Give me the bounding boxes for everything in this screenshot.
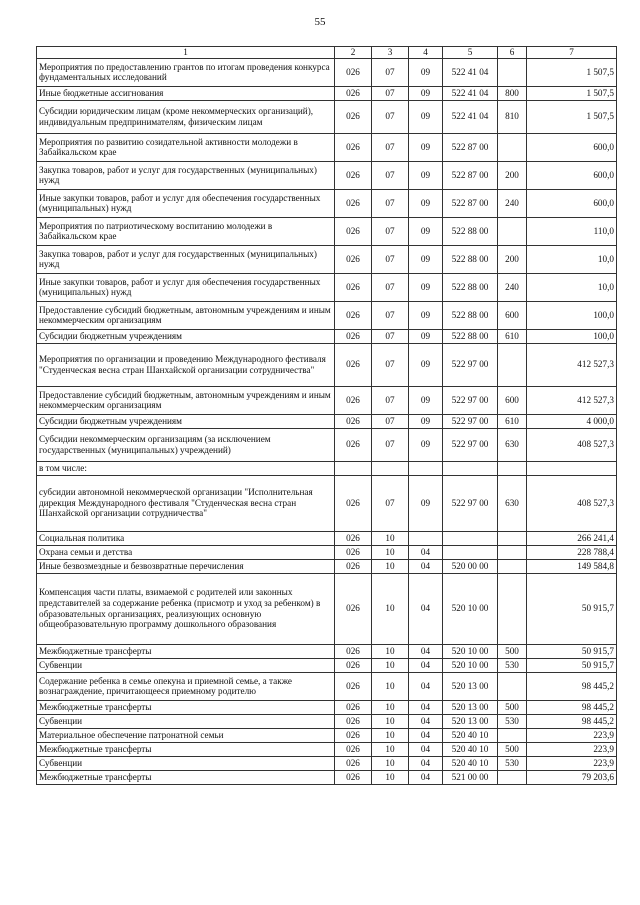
cell-pr: 04 xyxy=(409,742,443,756)
table-row xyxy=(37,86,617,100)
table-row xyxy=(37,770,617,784)
table-row xyxy=(37,728,617,742)
table-row xyxy=(37,273,617,301)
cell-csr: 520 40 10 xyxy=(443,728,498,742)
cell-sum: 1 507,5 xyxy=(527,100,617,133)
cell-pr: 09 xyxy=(409,273,443,301)
cell-vr: 630 xyxy=(498,428,527,461)
cell-vr: 530 xyxy=(498,714,527,728)
page-number: 55 xyxy=(314,16,326,28)
cell-ved: 026 xyxy=(335,644,372,658)
cell-pr: 09 xyxy=(409,428,443,461)
cell-pr: 04 xyxy=(409,700,443,714)
cell-sum xyxy=(527,461,617,475)
budget-table xyxy=(36,46,617,785)
cell-rz: 07 xyxy=(372,301,409,329)
cell-sum: 50 915,7 xyxy=(527,573,617,644)
table-row xyxy=(37,475,617,531)
cell-rz: 07 xyxy=(372,161,409,189)
cell-pr: 09 xyxy=(409,189,443,217)
cell-sum: 10,0 xyxy=(527,245,617,273)
cell-rz: 07 xyxy=(372,329,409,343)
cell-rz: 10 xyxy=(372,545,409,559)
cell-ved: 026 xyxy=(335,329,372,343)
cell-csr: 520 10 00 xyxy=(443,644,498,658)
cell-rz: 07 xyxy=(372,245,409,273)
table-row xyxy=(37,742,617,756)
cell-rz: 07 xyxy=(372,58,409,86)
table-row xyxy=(37,133,617,161)
cell-ved: 026 xyxy=(335,559,372,573)
cell-csr: 520 00 00 xyxy=(443,559,498,573)
table-row xyxy=(37,414,617,428)
cell-sum: 149 584,8 xyxy=(527,559,617,573)
table-row xyxy=(37,644,617,658)
cell-rz: 10 xyxy=(372,728,409,742)
header-cell: 2 xyxy=(335,47,372,59)
cell-rz: 10 xyxy=(372,770,409,784)
cell-csr: 521 00 00 xyxy=(443,770,498,784)
cell-rz: 07 xyxy=(372,475,409,531)
cell-ved: 026 xyxy=(335,273,372,301)
cell-name: Иные закупки товаров, работ и услуг для обеспечения государственных (муниципальных) нужд xyxy=(37,189,335,217)
cell-vr: 600 xyxy=(498,386,527,414)
cell-rz: 07 xyxy=(372,428,409,461)
cell-sum: 412 527,3 xyxy=(527,343,617,386)
cell-csr: 522 97 00 xyxy=(443,414,498,428)
cell-csr: 522 41 04 xyxy=(443,86,498,100)
header-cell: 7 xyxy=(527,47,617,59)
cell-vr xyxy=(498,728,527,742)
cell-csr: 522 87 00 xyxy=(443,189,498,217)
cell-csr: 522 97 00 xyxy=(443,343,498,386)
table-row xyxy=(37,756,617,770)
cell-pr: 09 xyxy=(409,245,443,273)
cell-ved: 026 xyxy=(335,100,372,133)
cell-rz: 07 xyxy=(372,100,409,133)
cell-ved: 026 xyxy=(335,742,372,756)
cell-vr: 240 xyxy=(498,189,527,217)
header-cell: 5 xyxy=(443,47,498,59)
cell-sum: 100,0 xyxy=(527,301,617,329)
cell-sum: 408 527,3 xyxy=(527,475,617,531)
table-row xyxy=(37,531,617,545)
cell-ved: 026 xyxy=(335,86,372,100)
cell-pr: 09 xyxy=(409,475,443,531)
cell-pr: 09 xyxy=(409,217,443,245)
cell-ved xyxy=(335,461,372,475)
cell-pr: 09 xyxy=(409,301,443,329)
cell-pr: 09 xyxy=(409,100,443,133)
cell-csr: 522 88 00 xyxy=(443,245,498,273)
cell-vr: 800 xyxy=(498,86,527,100)
cell-ved: 026 xyxy=(335,672,372,700)
cell-ved: 026 xyxy=(335,386,372,414)
cell-sum: 110,0 xyxy=(527,217,617,245)
cell-name: Субсидии бюджетным учреждениям xyxy=(37,329,335,343)
cell-vr: 240 xyxy=(498,273,527,301)
cell-name: Субсидии бюджетным учреждениям xyxy=(37,414,335,428)
table-row xyxy=(37,100,617,133)
table-row xyxy=(37,301,617,329)
cell-csr xyxy=(443,531,498,545)
cell-pr: 09 xyxy=(409,414,443,428)
cell-vr: 610 xyxy=(498,414,527,428)
cell-vr: 530 xyxy=(498,658,527,672)
cell-vr xyxy=(498,770,527,784)
cell-pr: 04 xyxy=(409,728,443,742)
cell-pr: 04 xyxy=(409,770,443,784)
cell-name: Субсидии некоммерческим организациям (за исключением государственных (муниципальных) учреждений) xyxy=(37,428,335,461)
cell-vr: 200 xyxy=(498,161,527,189)
cell-vr xyxy=(498,545,527,559)
table-row xyxy=(37,189,617,217)
cell-ved: 026 xyxy=(335,414,372,428)
cell-pr: 04 xyxy=(409,714,443,728)
cell-name: Закупка товаров, работ и услуг для государственных (муниципальных) нужд xyxy=(37,161,335,189)
cell-name: Мероприятия по предоставлению грантов по итогам проведения конкурса фундаментальных исследований xyxy=(37,58,335,86)
cell-rz: 10 xyxy=(372,573,409,644)
cell-sum: 600,0 xyxy=(527,189,617,217)
cell-pr: 04 xyxy=(409,545,443,559)
cell-pr xyxy=(409,461,443,475)
cell-vr: 810 xyxy=(498,100,527,133)
cell-rz: 10 xyxy=(372,742,409,756)
cell-name: Компенсация части платы, взимаемой с родителей или законных представителей за содержание ребенка (присмотр и уход за ребенком) в образовательных организациях, реализующих основную общеобразовательную программу дошкольного образования xyxy=(37,573,335,644)
cell-vr xyxy=(498,672,527,700)
cell-csr: 522 88 00 xyxy=(443,217,498,245)
cell-pr xyxy=(409,531,443,545)
cell-name: Иные бюджетные ассигнования xyxy=(37,86,335,100)
cell-sum: 223,9 xyxy=(527,756,617,770)
cell-csr: 520 40 10 xyxy=(443,756,498,770)
header-cell: 4 xyxy=(409,47,443,59)
cell-sum: 412 527,3 xyxy=(527,386,617,414)
cell-ved: 026 xyxy=(335,161,372,189)
cell-csr: 522 41 04 xyxy=(443,58,498,86)
cell-csr: 522 88 00 xyxy=(443,273,498,301)
cell-name: Содержание ребенка в семье опекуна и приемной семье, а также вознаграждение, причитающееся приемному родителю xyxy=(37,672,335,700)
table-row xyxy=(37,461,617,475)
cell-name: Закупка товаров, работ и услуг для государственных (муниципальных) нужд xyxy=(37,245,335,273)
cell-ved: 026 xyxy=(335,133,372,161)
table-row xyxy=(37,161,617,189)
table-row xyxy=(37,573,617,644)
cell-name: Субвенции xyxy=(37,714,335,728)
cell-csr: 520 10 00 xyxy=(443,658,498,672)
cell-ved: 026 xyxy=(335,531,372,545)
cell-name: Субсидии юридическим лицам (кроме некоммерческих организаций), индивидуальным предпринимателям, физическим лицам xyxy=(37,100,335,133)
cell-rz: 07 xyxy=(372,343,409,386)
table-row xyxy=(37,58,617,86)
cell-vr xyxy=(498,133,527,161)
cell-vr: 500 xyxy=(498,644,527,658)
cell-vr xyxy=(498,531,527,545)
cell-ved: 026 xyxy=(335,475,372,531)
cell-rz: 10 xyxy=(372,672,409,700)
cell-name: Охрана семьи и детства xyxy=(37,545,335,559)
cell-name: Межбюджетные трансферты xyxy=(37,742,335,756)
table-row xyxy=(37,428,617,461)
table-row xyxy=(37,545,617,559)
cell-sum: 98 445,2 xyxy=(527,714,617,728)
cell-name: Социальная политика xyxy=(37,531,335,545)
cell-pr: 09 xyxy=(409,58,443,86)
table-row xyxy=(37,658,617,672)
cell-sum: 4 000,0 xyxy=(527,414,617,428)
cell-ved: 026 xyxy=(335,770,372,784)
cell-name: субсидии автономной некоммерческой организации "Исполнительная дирекция Международного фестиваля "Студенческая весна стран Шанхайской организации сотрудничества" xyxy=(37,475,335,531)
cell-sum: 408 527,3 xyxy=(527,428,617,461)
cell-pr: 04 xyxy=(409,756,443,770)
cell-vr xyxy=(498,58,527,86)
cell-pr: 09 xyxy=(409,343,443,386)
cell-sum: 100,0 xyxy=(527,329,617,343)
cell-name: Межбюджетные трансферты xyxy=(37,770,335,784)
cell-csr: 522 97 00 xyxy=(443,475,498,531)
cell-name: Предоставление субсидий бюджетным, автономным учреждениям и иным некоммерческим организациям xyxy=(37,386,335,414)
cell-vr xyxy=(498,461,527,475)
cell-sum: 600,0 xyxy=(527,133,617,161)
cell-pr: 09 xyxy=(409,133,443,161)
table-row xyxy=(37,217,617,245)
cell-pr: 09 xyxy=(409,329,443,343)
cell-vr: 200 xyxy=(498,245,527,273)
cell-csr xyxy=(443,461,498,475)
cell-ved: 026 xyxy=(335,545,372,559)
cell-name: Иные закупки товаров, работ и услуг для обеспечения государственных (муниципальных) нужд xyxy=(37,273,335,301)
cell-rz: 10 xyxy=(372,700,409,714)
cell-name: Иные безвозмездные и безвозвратные перечисления xyxy=(37,559,335,573)
cell-sum: 98 445,2 xyxy=(527,672,617,700)
table-row xyxy=(37,559,617,573)
cell-rz: 07 xyxy=(372,217,409,245)
cell-sum: 50 915,7 xyxy=(527,644,617,658)
cell-ved: 026 xyxy=(335,343,372,386)
cell-pr: 04 xyxy=(409,658,443,672)
cell-csr: 522 87 00 xyxy=(443,133,498,161)
cell-pr: 04 xyxy=(409,672,443,700)
cell-rz: 07 xyxy=(372,273,409,301)
cell-ved: 026 xyxy=(335,301,372,329)
table-row xyxy=(37,714,617,728)
cell-name: Материальное обеспечение патронатной семьи xyxy=(37,728,335,742)
cell-sum: 10,0 xyxy=(527,273,617,301)
table-row xyxy=(37,245,617,273)
cell-sum: 79 203,6 xyxy=(527,770,617,784)
header-cell: 1 xyxy=(37,47,335,59)
cell-ved: 026 xyxy=(335,573,372,644)
cell-csr xyxy=(443,545,498,559)
table-header-row xyxy=(37,47,617,59)
cell-pr: 09 xyxy=(409,161,443,189)
cell-name: Предоставление субсидий бюджетным, автономным учреждениям и иным некоммерческим организациям xyxy=(37,301,335,329)
cell-rz: 07 xyxy=(372,386,409,414)
cell-ved: 026 xyxy=(335,700,372,714)
cell-pr: 09 xyxy=(409,386,443,414)
cell-vr: 530 xyxy=(498,756,527,770)
cell-csr: 522 87 00 xyxy=(443,161,498,189)
cell-name: Субвенции xyxy=(37,658,335,672)
cell-vr: 600 xyxy=(498,301,527,329)
cell-vr: 500 xyxy=(498,700,527,714)
cell-rz: 10 xyxy=(372,756,409,770)
cell-ved: 026 xyxy=(335,714,372,728)
cell-sum: 1 507,5 xyxy=(527,86,617,100)
cell-name: Межбюджетные трансферты xyxy=(37,700,335,714)
cell-pr: 04 xyxy=(409,559,443,573)
cell-csr: 522 41 04 xyxy=(443,100,498,133)
cell-csr: 520 10 00 xyxy=(443,573,498,644)
table-row xyxy=(37,700,617,714)
cell-csr: 522 88 00 xyxy=(443,329,498,343)
header-cell: 6 xyxy=(498,47,527,59)
cell-rz: 07 xyxy=(372,133,409,161)
cell-ved: 026 xyxy=(335,58,372,86)
cell-rz: 10 xyxy=(372,644,409,658)
cell-csr: 520 40 10 xyxy=(443,742,498,756)
cell-sum: 50 915,7 xyxy=(527,658,617,672)
cell-csr: 522 88 00 xyxy=(443,301,498,329)
cell-rz: 07 xyxy=(372,86,409,100)
table-row xyxy=(37,329,617,343)
cell-vr: 610 xyxy=(498,329,527,343)
cell-vr xyxy=(498,217,527,245)
cell-vr: 630 xyxy=(498,475,527,531)
cell-sum: 228 788,4 xyxy=(527,545,617,559)
cell-ved: 026 xyxy=(335,728,372,742)
cell-sum: 223,9 xyxy=(527,728,617,742)
cell-csr: 520 13 00 xyxy=(443,672,498,700)
cell-ved: 026 xyxy=(335,245,372,273)
cell-name: Субвенции xyxy=(37,756,335,770)
cell-name: Межбюджетные трансферты xyxy=(37,644,335,658)
cell-ved: 026 xyxy=(335,756,372,770)
cell-rz: 07 xyxy=(372,414,409,428)
cell-ved: 026 xyxy=(335,428,372,461)
cell-csr: 522 97 00 xyxy=(443,428,498,461)
cell-rz: 10 xyxy=(372,658,409,672)
cell-name: Мероприятия по организации и проведению Международного фестиваля "Студенческая весна стран Шанхайской организации сотрудничества" xyxy=(37,343,335,386)
cell-rz: 07 xyxy=(372,189,409,217)
cell-csr: 520 13 00 xyxy=(443,700,498,714)
cell-csr: 520 13 00 xyxy=(443,714,498,728)
cell-ved: 026 xyxy=(335,217,372,245)
cell-vr xyxy=(498,573,527,644)
cell-name: Мероприятия по патриотическому воспитанию молодежи в Забайкальском крае xyxy=(37,217,335,245)
cell-pr: 04 xyxy=(409,573,443,644)
table-row xyxy=(37,343,617,386)
cell-ved: 026 xyxy=(335,189,372,217)
cell-rz: 10 xyxy=(372,559,409,573)
cell-sum: 266 241,4 xyxy=(527,531,617,545)
header-cell: 3 xyxy=(372,47,409,59)
cell-rz: 10 xyxy=(372,714,409,728)
cell-vr xyxy=(498,559,527,573)
cell-rz xyxy=(372,461,409,475)
cell-ved: 026 xyxy=(335,658,372,672)
cell-sum: 1 507,5 xyxy=(527,58,617,86)
cell-rz: 10 xyxy=(372,531,409,545)
cell-vr xyxy=(498,343,527,386)
cell-sum: 600,0 xyxy=(527,161,617,189)
cell-sum: 98 445,2 xyxy=(527,700,617,714)
cell-name: Мероприятия по развитию созидательной активности молодежи в Забайкальском крае xyxy=(37,133,335,161)
cell-name: в том числе: xyxy=(37,461,335,475)
cell-sum: 223,9 xyxy=(527,742,617,756)
cell-vr: 500 xyxy=(498,742,527,756)
table-row xyxy=(37,672,617,700)
table-row xyxy=(37,386,617,414)
cell-csr: 522 97 00 xyxy=(443,386,498,414)
cell-pr: 04 xyxy=(409,644,443,658)
cell-pr: 09 xyxy=(409,86,443,100)
